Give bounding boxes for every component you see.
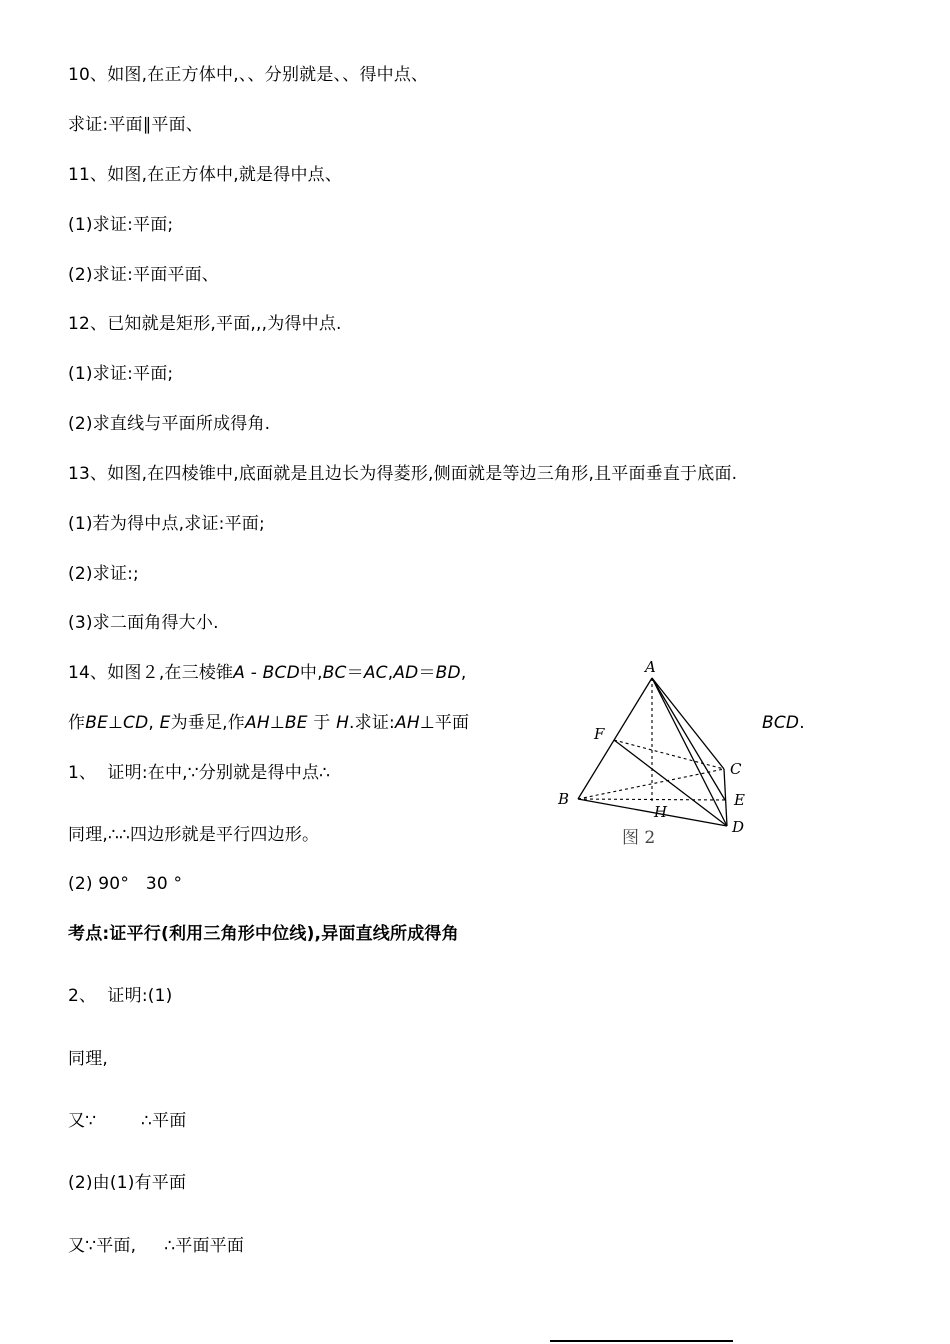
- line-q11: 11、如图,在正方体中,就是得中点、: [68, 165, 343, 185]
- text-seg: ⊥平面: [419, 713, 470, 733]
- text-seg: ,: [148, 713, 160, 733]
- math-seg: BE: [284, 713, 308, 733]
- math-seg: ＝: [346, 663, 364, 683]
- text-seg: 作: [68, 713, 86, 733]
- line-q14-prove-tail: [762, 713, 805, 733]
- math-seg: AC: [363, 663, 388, 683]
- line-q13-part1: (1)若为得中点,求证:平面;: [68, 514, 265, 534]
- label-H: H: [654, 803, 668, 821]
- math-seg: AH: [244, 713, 270, 733]
- edge-BD: [578, 799, 727, 826]
- line-q12-part2: (2)求直线与平面所成得角.: [68, 414, 271, 434]
- label-F: F: [594, 725, 605, 743]
- line-q14-prove: [68, 713, 469, 733]
- edge-FD: [614, 740, 727, 826]
- math-seg: ⊥: [269, 713, 285, 733]
- label-A: A: [645, 658, 656, 676]
- line-key-point: 考点:证平行(利用三角形中位线),异面直线所成得角: [68, 924, 459, 944]
- edge-CD: [724, 769, 727, 826]
- line-answer2: 2、 证明:(1): [68, 986, 173, 1006]
- label-D: D: [732, 818, 745, 836]
- line-q11-part1: (1)求证:平面;: [68, 215, 174, 235]
- line-q12-part1: (1)求证:平面;: [68, 364, 174, 384]
- label-E: E: [734, 791, 745, 809]
- math-seg: E: [159, 713, 171, 733]
- text-seg: .: [799, 713, 805, 733]
- math-seg: -: [245, 663, 263, 683]
- label-B: B: [558, 790, 570, 808]
- text-seg: 中,: [299, 663, 323, 683]
- line-q13-part2: (2)求证:;: [68, 564, 139, 584]
- text-seg: 为垂足,作: [170, 713, 245, 733]
- math-seg: BE: [85, 713, 109, 733]
- line-answer2-also: 又∵ ∴平面: [68, 1111, 187, 1131]
- math-seg: BCD: [762, 713, 800, 733]
- math-seg: H: [336, 713, 350, 733]
- line-q10: 10、如图,在正方体中,、、分别就是、、得中点、: [68, 65, 429, 85]
- line-answer1-part2: (2) 90° 30 °: [68, 874, 183, 894]
- math-seg: ⊥: [108, 713, 124, 733]
- math-seg: CD: [123, 713, 149, 733]
- line-q11-part2: (2)求证:平面平面、: [68, 265, 220, 285]
- tetrahedron-figure: [552, 652, 762, 850]
- edge-BC: [578, 769, 724, 799]
- line-answer2-conclude: 又∵平面, ∴平面平面: [68, 1236, 245, 1256]
- line-answer2-part2: (2)由(1)有平面: [68, 1173, 187, 1193]
- line-q14: [68, 663, 466, 683]
- label-C: C: [730, 760, 742, 778]
- text-seg: 于: [307, 713, 337, 733]
- line-answer1: 1、 证明:在中,∵分别就是得中点∴: [68, 763, 331, 783]
- text-seg: 14、如图２,在三棱锥: [68, 663, 234, 683]
- text-seg: .求证:: [349, 713, 395, 733]
- line-answer1-cont: 同理,∴∴四边形就是平行四边形。: [68, 825, 320, 845]
- math-seg: ＝: [418, 663, 436, 683]
- text-seg: ,: [387, 663, 394, 683]
- math-seg: BD: [435, 663, 461, 683]
- line-answer2-same: 同理,: [68, 1049, 109, 1069]
- math-seg: BC: [322, 663, 347, 683]
- line-q12: 12、已知就是矩形,平面,,,为得中点.: [68, 314, 342, 334]
- line-q13-part3: (3)求二面角得大小.: [68, 613, 219, 633]
- edge-BE: [578, 799, 725, 800]
- math-seg: AH: [394, 713, 420, 733]
- line-q13: 13、如图,在四棱锥中,底面就是且边长为得菱形,侧面就是等边三角形,且平面垂直于底面.: [68, 464, 738, 484]
- math-seg: AD: [393, 663, 419, 683]
- edge-AB: [578, 678, 652, 799]
- bottom-rule: [550, 1340, 733, 1342]
- figure-caption: 图 2: [622, 828, 656, 848]
- edge-FC: [614, 740, 724, 769]
- math-seg: A: [233, 663, 246, 683]
- edge-AC: [652, 678, 724, 769]
- math-seg: BCD: [262, 663, 300, 683]
- line-q10-prove: 求证:平面∥平面、: [68, 115, 204, 135]
- text-seg: ,: [460, 663, 467, 683]
